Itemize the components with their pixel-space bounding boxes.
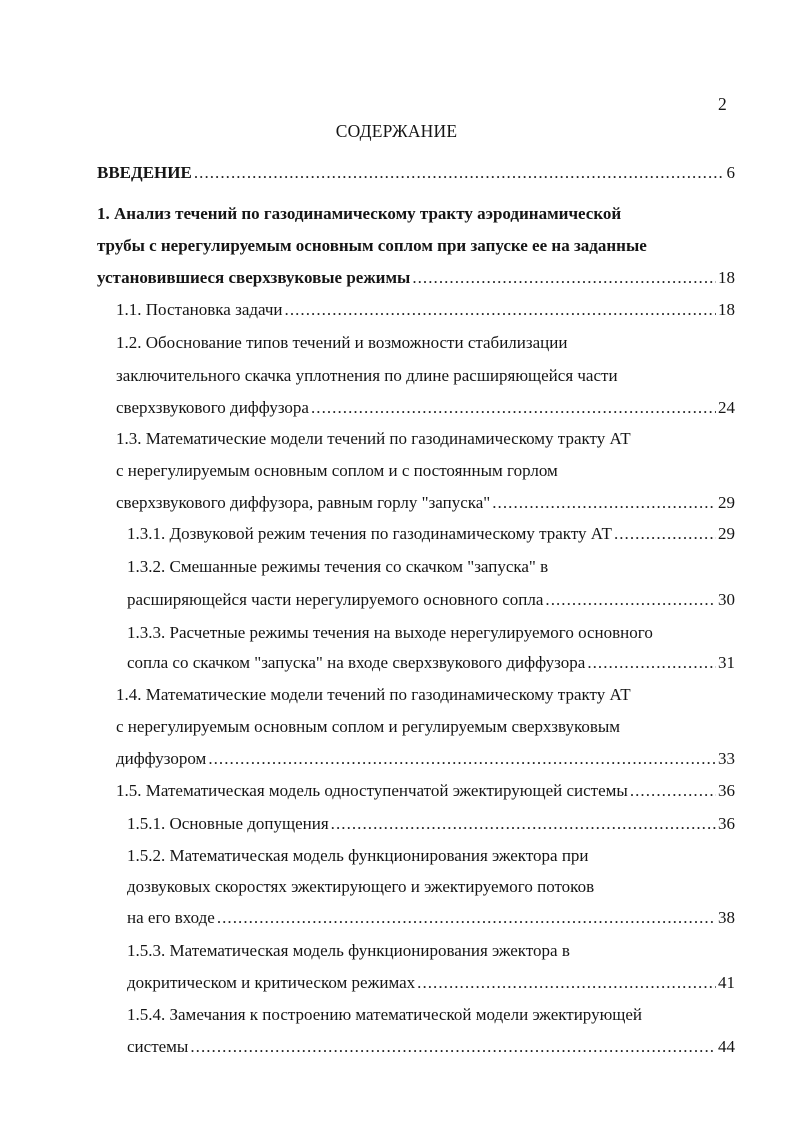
toc-page-number: 30 xyxy=(718,590,735,609)
toc-entry-line-with-page xyxy=(127,524,735,544)
toc-entry-text: дозвуковых скоростях эжектирующего и эжектируемого потоков xyxy=(127,877,595,896)
toc-entry-line xyxy=(97,204,621,224)
toc-page-number: 29 xyxy=(718,493,735,512)
toc-page-number: 36 xyxy=(718,781,735,800)
toc-entry-line-with-page xyxy=(127,908,735,928)
toc-entry-text: 1.5.3. Математическая модель функционирования эжектора в xyxy=(127,941,570,960)
toc-entry-line xyxy=(127,623,653,643)
toc-entry-text: с нерегулируемым основным соплом и с постоянным горлом xyxy=(116,461,558,480)
dot-leader xyxy=(630,781,716,801)
toc-entry-line-with-page xyxy=(116,749,735,769)
toc-page-number: 33 xyxy=(718,749,735,768)
toc-entry-text: заключительного скачка уплотнения по длине расширяющейся части xyxy=(116,366,618,385)
toc-entry-line-with-page xyxy=(127,814,735,834)
toc-entry-line-with-page xyxy=(97,163,735,183)
dot-leader xyxy=(412,268,716,288)
toc-entry-line xyxy=(116,366,618,386)
toc-entry-text: 1.3.2. Смешанные режимы течения со скачком "запуска" в xyxy=(127,557,549,576)
dot-leader xyxy=(208,749,716,769)
toc-entry-text: 1.3. Математические модели течений по газодинамическому тракту АТ xyxy=(116,429,631,448)
toc-entry-text: 1.4. Математические модели течений по газодинамическому тракту АТ xyxy=(116,685,631,704)
toc-entry-line xyxy=(116,685,631,705)
toc-entry-text: 1.1. Постановка задачи xyxy=(116,300,283,319)
dot-leader xyxy=(285,300,716,320)
toc-entry-text: 1.5.2. Математическая модель функционирования эжектора при xyxy=(127,846,589,865)
toc-entry-text: 1.5.4. Замечания к построению математической модели эжектирующей xyxy=(127,1005,643,1024)
toc-entry-line-with-page xyxy=(127,973,735,993)
toc-page-number: 18 xyxy=(718,300,735,319)
dot-leader xyxy=(194,163,725,183)
toc-page-number: 24 xyxy=(718,398,735,417)
toc-page-number: 41 xyxy=(718,973,735,992)
toc-page-number: 18 xyxy=(718,268,735,287)
toc-title: СОДЕРЖАНИЕ xyxy=(335,121,458,141)
toc-entry-text: сверхзвукового диффузора xyxy=(116,398,309,417)
toc-page-number: 6 xyxy=(726,163,735,182)
toc-page-number: 29 xyxy=(718,524,735,543)
dot-leader xyxy=(587,653,716,673)
toc-entry-text: с нерегулируемым основным соплом и регулируемым сверхзвуковым xyxy=(116,717,621,736)
toc-entry-line-with-page xyxy=(116,781,735,801)
toc-entry-text: 1.3.3. Расчетные режимы течения на выходе нерегулируемого основного xyxy=(127,623,653,642)
toc-page-number: 31 xyxy=(718,653,735,672)
toc-entry-line xyxy=(127,877,594,897)
toc-entry-text: трубы с нерегулируемым основным соплом при запуске ее на заданные xyxy=(97,236,647,255)
dot-leader xyxy=(492,493,716,513)
dot-leader xyxy=(417,973,716,993)
toc-entry-text: докритическом и критическом режимах xyxy=(127,973,416,992)
toc-entry-text: системы xyxy=(127,1037,189,1056)
toc-entry-line xyxy=(116,461,558,481)
toc-entry-line xyxy=(116,333,567,353)
dot-leader xyxy=(614,524,716,544)
dot-leader xyxy=(331,814,716,834)
toc-entry-text: установившиеся сверхзвуковые режимы xyxy=(97,268,411,287)
toc-entry-text: сверхзвукового диффузора, равным горлу "запуска" xyxy=(116,493,491,512)
toc-entry-line xyxy=(116,429,631,449)
toc-entry-line xyxy=(127,941,570,961)
toc-entry-line-with-page xyxy=(127,653,735,673)
toc-entry-text: 1.3.1. Дозвуковой режим течения по газодинамическому тракту АТ xyxy=(127,524,612,543)
dot-leader xyxy=(545,590,716,610)
toc-entry-line-with-page xyxy=(116,300,735,320)
toc-entry-line xyxy=(127,557,548,577)
toc-entry-text: диффузором xyxy=(116,749,207,768)
toc-entry-text: расширяющейся части нерегулируемого основного сопла xyxy=(127,590,544,609)
toc-page-number: 36 xyxy=(718,814,735,833)
toc-entry-line xyxy=(127,846,589,866)
toc-entry-text: 1. Анализ течений по газодинамическому тракту аэродинамической xyxy=(97,204,622,223)
toc-entry-line xyxy=(116,717,620,737)
dot-leader xyxy=(190,1037,716,1057)
toc-entry-line xyxy=(97,236,647,256)
toc-entry-line-with-page xyxy=(97,268,735,288)
toc-entry-text: 1.5. Математическая модель одноступенчатой эжектирующей системы xyxy=(116,781,628,800)
toc-entry-line-with-page xyxy=(127,1037,735,1057)
toc-entry-line-with-page xyxy=(116,398,735,418)
page-number: 2 xyxy=(718,94,727,114)
toc-entry-text: сопла со скачком "запуска" на входе сверхзвукового диффузора xyxy=(127,653,586,672)
toc-entry-text: на его входе xyxy=(127,908,215,927)
toc-entry-text: 1.5.1. Основные допущения xyxy=(127,814,329,833)
toc-entry-text: 1.2. Обоснование типов течений и возможности стабилизации xyxy=(116,333,568,352)
toc-page-number: 44 xyxy=(718,1037,735,1056)
toc-entry-line xyxy=(127,1005,642,1025)
dot-leader xyxy=(217,908,716,928)
toc-entry-line-with-page xyxy=(127,590,735,610)
toc-entry-line-with-page xyxy=(116,493,735,513)
toc-entry-text: ВВЕДЕНИЕ xyxy=(97,163,192,182)
toc-page-number: 38 xyxy=(718,908,735,927)
dot-leader xyxy=(311,398,716,418)
